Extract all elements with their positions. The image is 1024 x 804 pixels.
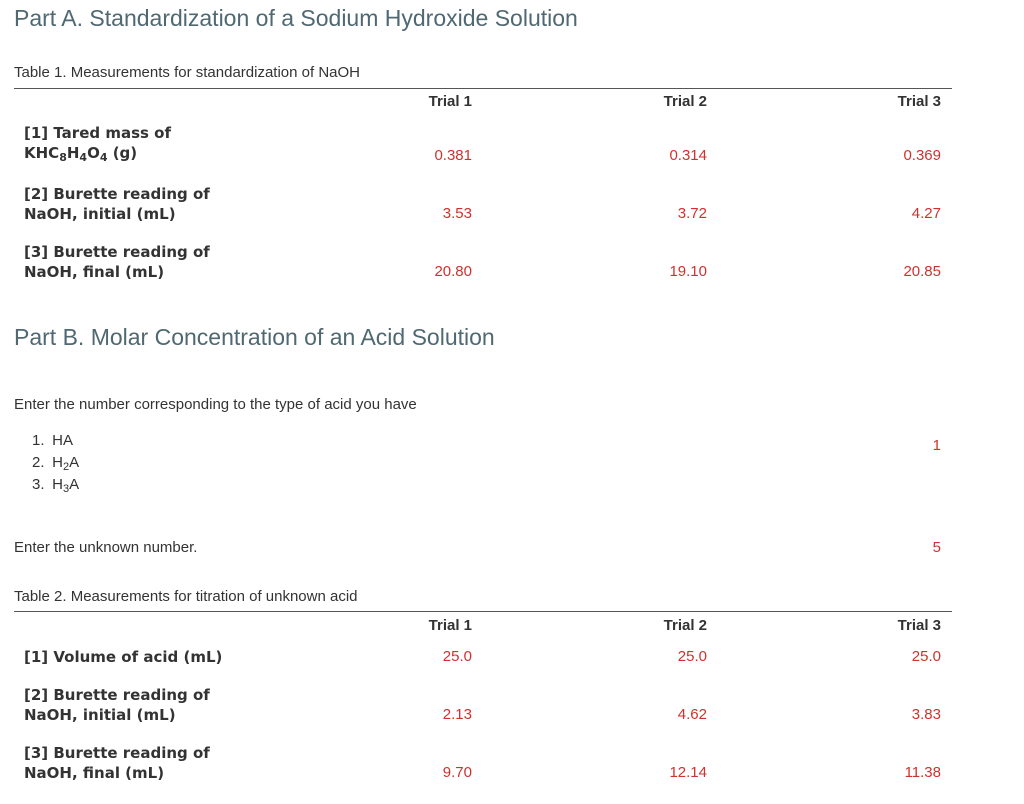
table-1-row-2-trial-1-value[interactable]: 3.53 [442,205,472,222]
acid-type-answer[interactable]: 1 [932,437,941,454]
acid-option-2: 2. $H_2A$ [32,454,80,473]
table-1-row-3-label [24,242,284,282]
table-1-row-1-label [24,123,284,163]
table-1-row-3-trial-1-value[interactable]: 20.80 [434,263,472,280]
row-label-line-1: [1] Tared mass of [24,124,171,142]
table-1-header-trial-3: Trial 3 [897,93,941,110]
part-b-heading: Part B. Molar Concentration of an Acid Solution [14,324,495,350]
table-2-row-1-trial-2-value[interactable]: 25.0 [677,648,707,665]
table-1-caption: Table 1. Measurements for standardization of NaOH [14,64,361,81]
table-1-row-1-trial-3-value[interactable]: 0.369 [903,147,941,164]
table-1-header-trial-2: Trial 2 [663,93,707,110]
table-2-header-trial-2: Trial 2 [663,617,707,634]
row-label-line-2: NaOH, final (mL) [24,263,165,281]
acid-type-prompt: Enter the number corresponding to the type of acid you have [14,396,417,413]
row-label-line-1: [1] Volume of acid (mL) [24,648,223,666]
table-2-row-2-label [24,685,284,725]
table-1-row-3-trial-2-value[interactable]: 19.10 [669,263,707,280]
row-label-line-1: [3] Burette reading of [24,744,210,762]
table-2-row-3-trial-3-value[interactable]: 11.38 [904,764,941,781]
table-2-row-3-label [24,743,284,783]
table-1-row-2-trial-2-value[interactable]: 3.72 [677,205,707,222]
table-2-row-3-trial-2-value[interactable]: 12.14 [669,764,707,781]
acid-option-3: 3. $H_3A$ [32,476,80,495]
row-label-formula: $KHC_8H_4O_4$ (g) [24,144,138,164]
row-label-line-1: [2] Burette reading of [24,185,210,203]
part-a-heading: Part A. Standardization of a Sodium Hydroxide Solution [14,5,578,31]
table-2-row-1-trial-1-value[interactable]: 25.0 [442,648,472,665]
table-1-row-3-trial-3-value[interactable]: 20.85 [903,263,941,280]
acid-option-1: 1. HA [32,432,74,449]
table-1-row-2-label [24,184,284,224]
row-label-line-2: NaOH, initial (mL) [24,205,176,223]
acid-type-list [32,431,79,497]
table-2-row-2-trial-3-value[interactable]: 3.83 [911,706,941,723]
row-label-line-2: NaOH, final (mL) [24,764,165,782]
unknown-number-prompt: Enter the unknown number. [14,539,198,556]
row-label-line-1: [3] Burette reading of [24,243,210,261]
row-label-line-2: NaOH, initial (mL) [24,706,176,724]
table-2-row-2-trial-2-value[interactable]: 4.62 [677,706,707,723]
table-2-header-trial-1: Trial 1 [428,617,472,634]
table-2-row-1-label [24,647,284,667]
table-1-top-rule [14,88,952,89]
table-1-row-2-trial-3-value[interactable]: 4.27 [911,205,941,222]
table-1-row-1-trial-1-value[interactable]: 0.381 [434,147,472,164]
table-2-top-rule [14,611,952,612]
table-2-row-2-trial-1-value[interactable]: 2.13 [442,706,472,723]
unknown-number-answer[interactable]: 5 [932,539,941,556]
table-2-header-trial-3: Trial 3 [897,617,941,634]
table-2-row-1-trial-3-value[interactable]: 25.0 [911,648,941,665]
table-2-caption: Table 2. Measurements for titration of unknown acid [14,588,358,605]
table-1-row-1-trial-2-value[interactable]: 0.314 [669,147,707,164]
table-2-row-3-trial-1-value[interactable]: 9.70 [442,764,472,781]
row-label-line-1: [2] Burette reading of [24,686,210,704]
table-1-header-trial-1: Trial 1 [428,93,472,110]
